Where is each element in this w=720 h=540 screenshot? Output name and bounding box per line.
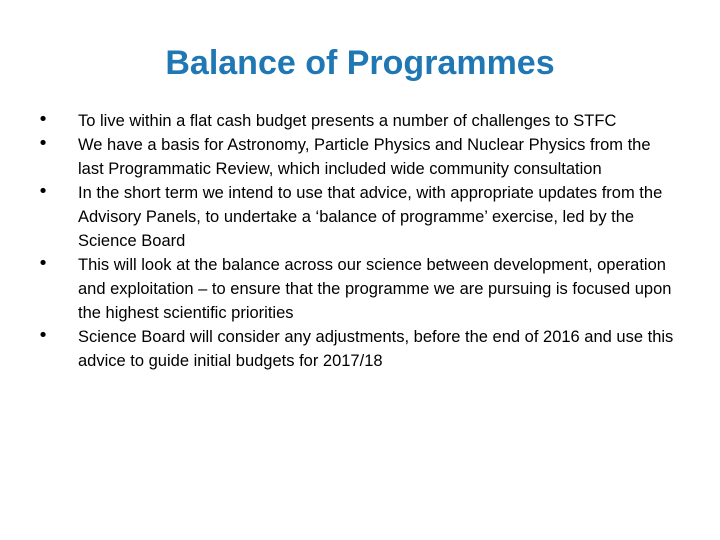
bullet-icon: •: [37, 109, 49, 130]
bullet-text: This will look at the balance across our science between development, operation and exploitation – to ensure that the programme we are pursuing is focused upon the highest scientific priorities: [78, 256, 672, 322]
bullet-item-5: [36, 325, 676, 373]
bullet-icon: •: [37, 253, 49, 274]
bullet-list: [36, 109, 676, 373]
bullet-icon: •: [37, 325, 49, 346]
slide-title: Balance of Programmes: [165, 44, 555, 82]
bullet-item-2: [36, 133, 676, 181]
bullet-icon: •: [37, 181, 49, 202]
bullet-icon: •: [37, 133, 49, 154]
bullet-text: In the short term we intend to use that advice, with appropriate updates from the Advisory Panels, to undertake a ‘balance of programme’ exercise, led by the Science Board: [78, 184, 663, 250]
bullet-item-1: [36, 109, 676, 133]
bullet-text: We have a basis for Astronomy, Particle Physics and Nuclear Physics from the last Programmatic Review, which included wide community consultation: [78, 136, 651, 178]
bullet-text: To live within a flat cash budget presents a number of challenges to STFC: [78, 112, 617, 130]
bullet-item-3: [36, 181, 676, 253]
bullet-item-4: [36, 253, 676, 325]
bullet-text: Science Board will consider any adjustments, before the end of 2016 and use this advice to guide initial budgets for 2017/18: [78, 328, 674, 370]
